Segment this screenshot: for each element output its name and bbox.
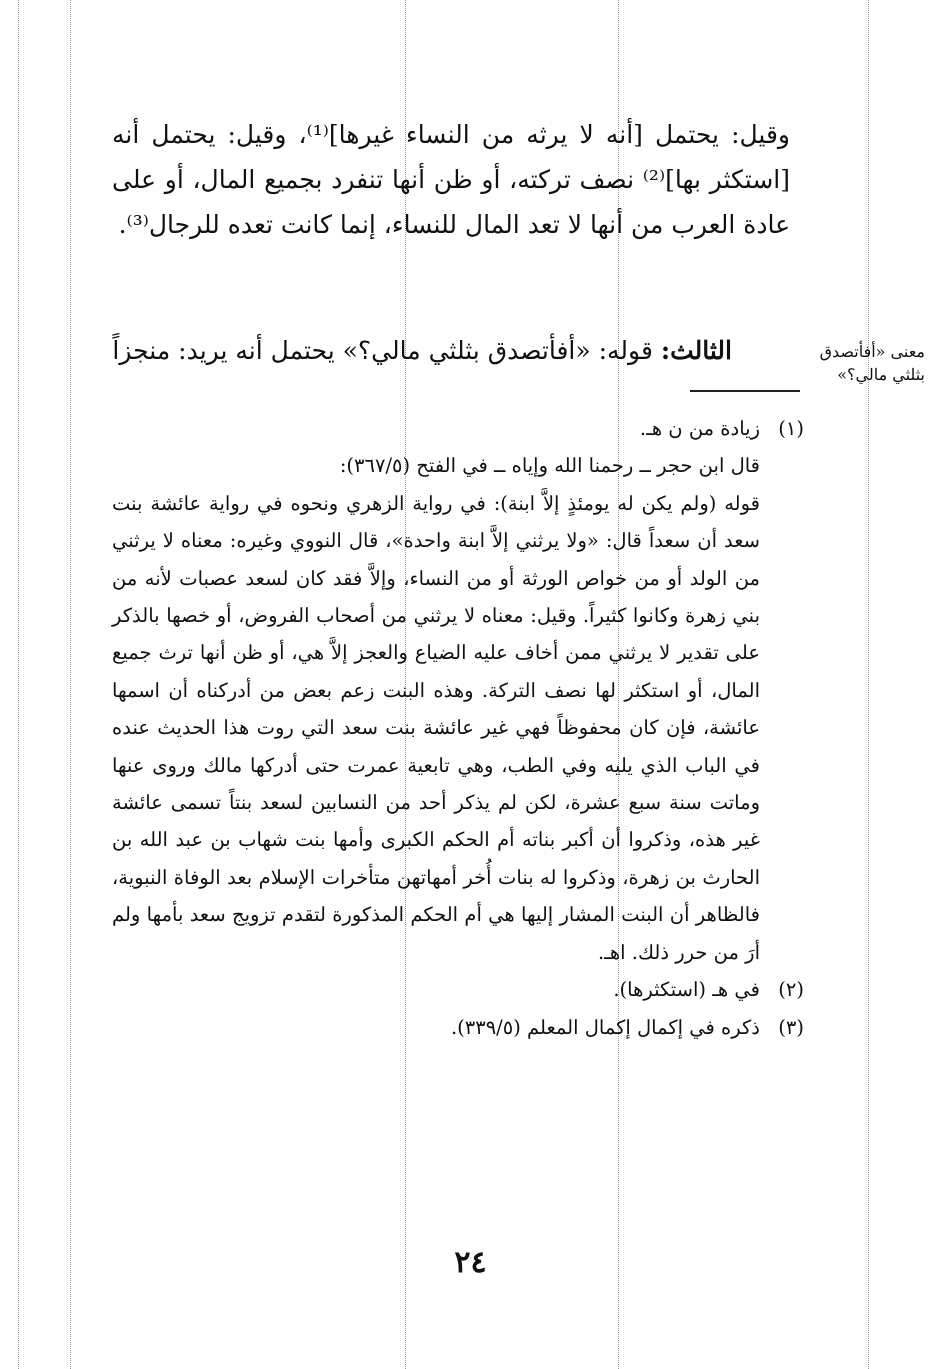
third-point [112,328,732,373]
third-label: الثالث: [660,336,732,365]
footnote-line: زيادة من ن هـ. [639,417,760,440]
footnote-number: (٣) [778,1015,804,1039]
footnote-2 [112,971,804,1008]
scan-dotted-line [868,0,869,1369]
footnote-line: ذكره في إكمال إكمال المعلم (٣٣٩/٥). [450,1015,760,1039]
scan-dotted-line [18,0,19,1369]
footnote-text [112,971,760,1008]
third-text: قوله: «أفأتصدق بثلثي مالي؟» يحتمل أنه يريد: منجزاً [112,336,653,365]
footnote-number: (١) [778,417,804,440]
footnote-separator [690,390,800,392]
main-text [112,112,790,247]
footnote-1 [112,410,804,971]
footnote-text [112,1009,760,1046]
scan-dotted-line [70,0,71,1369]
footnote-line: في هـ (استكثرها). [613,978,760,1002]
footnote-3 [112,1009,804,1046]
margin-note: معنى «أفأتصدق بثلثي مالي؟» [819,342,925,384]
page-number: ٢٤ [454,1245,487,1280]
main-paragraph: وقيل: يحتمل [أنه لا يرثه من النساء غيرها]⁽¹⁾، وقيل: يحتمل أنه [استكثر بها]⁽²⁾ نصف تركته، أو ظن أنها تنفرد بجميع المال، أو على عادة العرب من أنها لا تعد المال للنساء، إنما كانت تعده للرجال⁽³⁾. [112,120,790,239]
footnote-line: قال ابن حجر ــ رحمنا الله وإياه ــ في الفتح (٣٦٧/٥): [339,454,760,478]
footnote-number: (٢) [778,978,804,1002]
footnote-line: قوله (ولم يكن له يومئذٍ إلاَّ ابنة): في رواية الزهري ونحوه في رواية عائشة بنت سعد أن سعداً قال: «ولا يرثني إلاَّ ابنة واحدة»، قال النووي وغيره: معناه لا يرثني من الولد أو من خواص الورثة أو من النساء، وإلاَّ فقد كان لسعد عصبات لأنه من بني زهرة وكانوا كثيراً. وقيل: معناه لا يرثني من أصحاب الفروض، أو خصها بالذكر على تقدير لا يرثني ممن أخاف عليه الضياع والعجز إلاَّ هي، أو ظن أنها ترث جميع المال، أو استكثر لها نصف التركة. وهذه البنت زعم بعض من أدركناه أن اسمها عائشة، فإن كان محفوظاً فهي غير عائشة بنت سعد التي روت هذا الحديث عنده في الباب الذي يليه وفي الطب، وهي تابعية عمرت حتى أدركها مالك وروى عنها وماتت سنة سبع عشرة، لكن لم يذكر أحد من النسابين لسعد بنتاً تسمى عائشة غير هذه، وذكروا أن أكبر بناته أم الحكم الكبرى وأمها بنت شهاب بن عبد الله بن الحارث بن زهرة، وذكروا له بنات أُخر أمهاتهن متأخرات الإسلام بعد الوفاة النبوية، فالظاهر أن البنت المشار إليها هي أم الحكم المذكورة لتقدم تزويج سعد بأمها ولم أرَ من حرر ذلك. اهـ. [112,491,760,964]
footnotes [112,410,804,1046]
footnote-text [112,410,760,971]
